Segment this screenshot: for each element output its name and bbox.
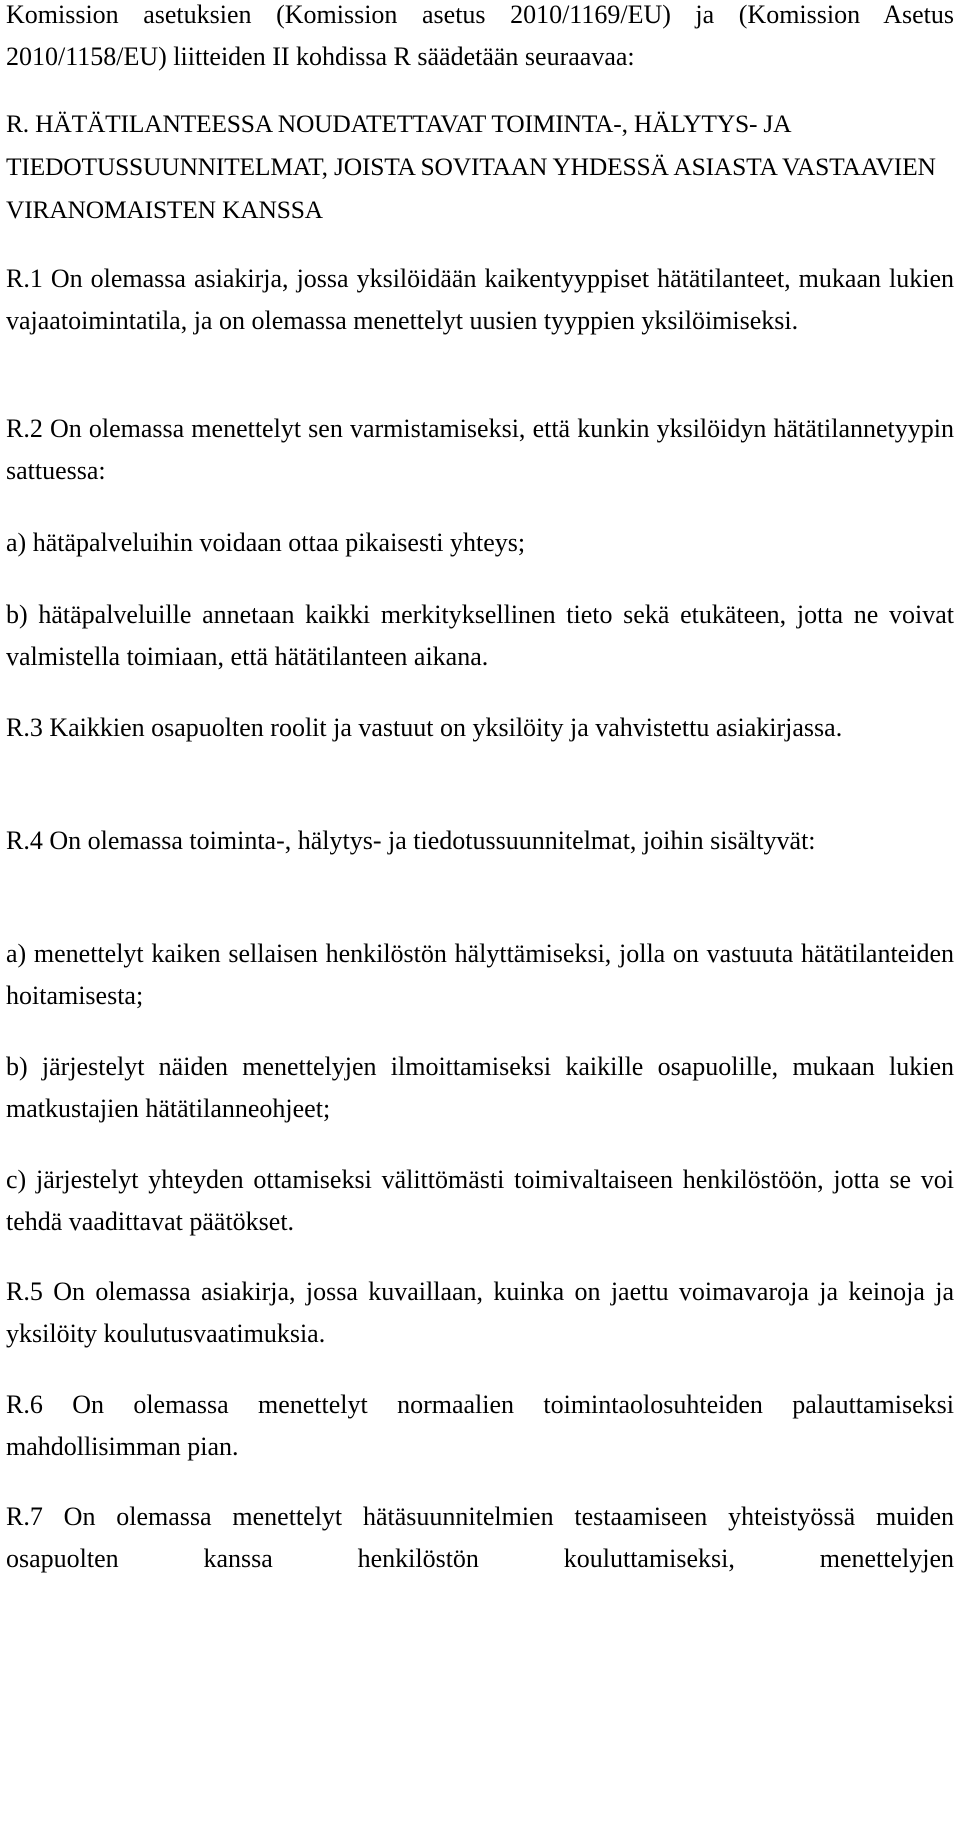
- clause-r5: R.5 On olemassa asiakirja, jossa kuvaillaan, kuinka on jaettu voimavaroja ja keinoja ja yksilöity koulutusvaatimuksia.: [6, 1277, 954, 1348]
- section-heading: R. HÄTÄTILANTEESSA NOUDATETTAVAT TOIMINTA-, HÄLYTYS- JA TIEDOTUSSUUNNITELMAT, JOISTA SOVITAAN YHDESSÄ ASIASTA VASTAAVIEN VIRANOMAISTEN KANSSA: [6, 109, 936, 224]
- clause-r4-item-c: c) järjestelyt yhteyden ottamiseksi välittömästi toimivaltaiseen henkilöstöön, jotta se voi tehdä vaadittavat päätökset.: [6, 1165, 954, 1236]
- clause-r1: R.1 On olemassa asiakirja, jossa yksilöidään kaikentyyppiset hätätilanteet, mukaan lukien vajaatoimintatila, ja on olemassa menettelyt uusien tyyppien yksilöimiseksi.: [6, 264, 954, 335]
- clause-r2-item-a: a) hätäpalveluihin voidaan ottaa pikaisesti yhteys;: [6, 528, 526, 557]
- clause-r6: R.6 On olemassa menettelyt normaalien toimintaolosuhteiden palauttamiseksi mahdollisimman pian.: [6, 1390, 954, 1461]
- clause-r4: R.4 On olemassa toiminta-, hälytys- ja tiedotussuunnitelmat, joihin sisältyvät:: [6, 826, 816, 855]
- clause-r2-item-b: b) hätäpalveluille annetaan kaikki merkityksellinen tieto sekä etukäteen, jotta ne voivat valmistella toimiaan, että hätätilanteen aikana.: [6, 600, 954, 671]
- intro-paragraph: Komission asetuksien (Komission asetus 2010/1169/EU) ja (Komission Asetus 2010/1158/EU) liitteiden II kohdissa R säädetään seuraavaa:: [6, 0, 954, 71]
- clause-r4-item-b: b) järjestelyt näiden menettelyjen ilmoittamiseksi kaikille osapuolille, mukaan lukien matkustajien hätätilanneohjeet;: [6, 1052, 954, 1123]
- clause-r7: R.7 On olemassa menettelyt hätäsuunnitelmien testaamiseen yhteistyössä muiden osapuolten kanssa henkilöstön kouluttamiseksi, menettelyjen: [6, 1502, 954, 1573]
- clause-r3: R.3 Kaikkien osapuolten roolit ja vastuut on yksilöity ja vahvistettu asiakirjassa.: [6, 713, 843, 742]
- clause-r4-item-a: a) menettelyt kaiken sellaisen henkilöstön hälyttämiseksi, jolla on vastuuta hätätilanteiden hoitamisesta;: [6, 939, 954, 1010]
- clause-r2: R.2 On olemassa menettelyt sen varmistamiseksi, että kunkin yksilöidyn hätätilannetyypin sattuessa:: [6, 414, 954, 485]
